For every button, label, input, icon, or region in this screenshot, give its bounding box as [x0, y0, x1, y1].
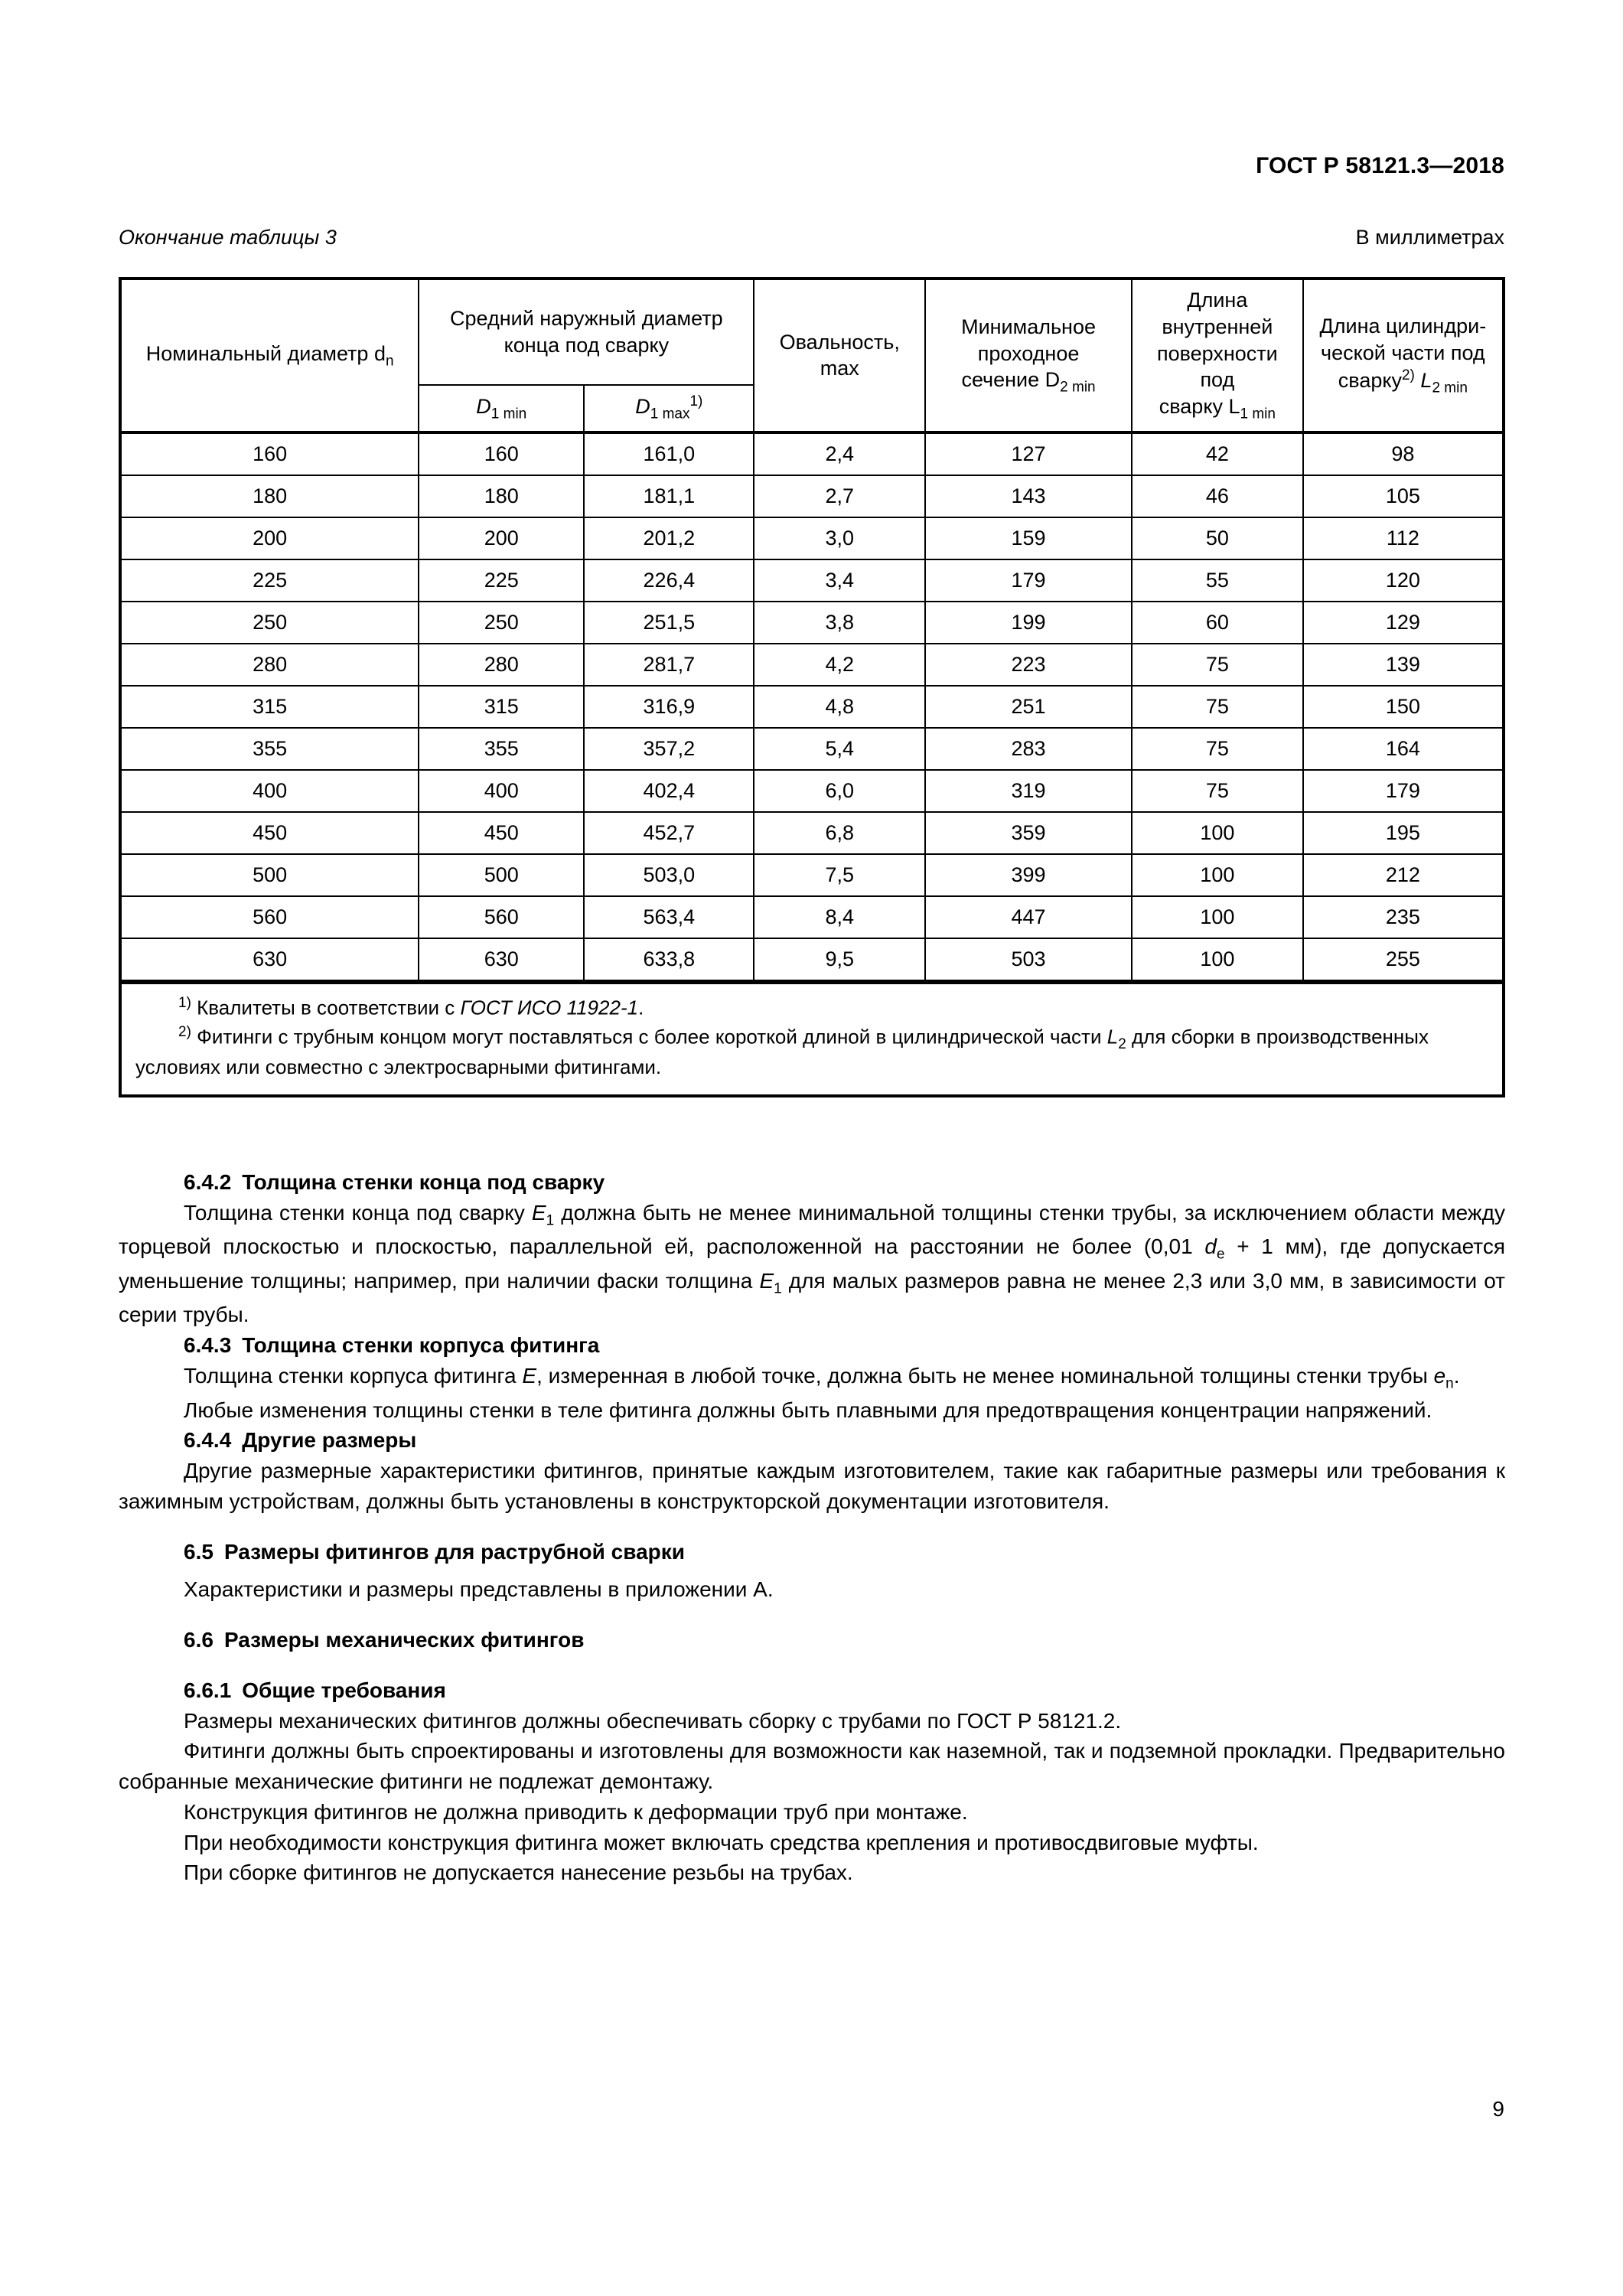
- table-cell-dn: 315: [120, 686, 419, 728]
- heading-6-6-1-number: 6.6.1: [184, 1678, 232, 1702]
- table-body: [120, 432, 1504, 981]
- paragraph-6-6-1-1: Размеры механических фитингов должны обеспечивать сборку с трубами по ГОСТ Р 58121.2.: [184, 1708, 1122, 1733]
- table-cell-dn: 280: [120, 644, 419, 686]
- table-cell-d1max: 201,2: [584, 517, 754, 559]
- table-cell-l2min: 139: [1303, 644, 1504, 686]
- spacer: [119, 1567, 1505, 1574]
- table-row: [120, 475, 1504, 517]
- table-3-wrapper: [119, 277, 1505, 1097]
- paragraph-6-4-3-2: Любые изменения толщины стенки в теле фитинга должны быть плавными для предотвращения концентрации напряжений.: [184, 1397, 1432, 1422]
- table-cell-ovality: 8,4: [754, 896, 925, 938]
- table-cell-d1min: 280: [419, 644, 584, 686]
- col-header-d1max-symbol: D: [635, 395, 650, 418]
- table-cell-l2min: 179: [1303, 770, 1504, 812]
- document-body: [119, 1167, 1505, 1888]
- paragraph-6-4-4-1: Другие размерные характеристики фитингов, принятые каждым изготовителем, такие как габаритные размеры или требования к зажимным устройствам, должны быть установлены в конструкторской документации изготовителя.: [119, 1459, 1505, 1513]
- table-cell-d1min: 250: [419, 602, 584, 644]
- paragraph-6-6-1-5: При сборке фитингов не допускается нанесение резьбы на трубах.: [184, 1861, 853, 1885]
- table-cell-d1max: 452,7: [584, 812, 754, 854]
- table-cell-l1min: 100: [1132, 896, 1303, 938]
- col-header-mean-outside-diameter-group: [419, 279, 754, 385]
- p642-symbol-E-sub: 1: [546, 1212, 555, 1229]
- table-cell-d1max: 563,4: [584, 896, 754, 938]
- col-header-cyl-len-line3: сварку: [1338, 368, 1402, 392]
- table-cell-d1min: 160: [419, 432, 584, 475]
- p643-symbol-e: e: [1433, 1363, 1446, 1388]
- heading-6-5: [119, 1537, 1505, 1567]
- col-header-min-bore: [925, 279, 1132, 432]
- table-cell-l2min: 112: [1303, 517, 1504, 559]
- table-cell-d2min: 319: [925, 770, 1132, 812]
- spacer: [119, 1605, 1505, 1625]
- col-header-d1max-sub: 1 max: [650, 406, 690, 422]
- col-header-nominal-diameter-text: Номинальный диаметр d: [145, 341, 386, 365]
- page-number: 9: [1492, 2097, 1504, 2121]
- paragraph-6-4-3-1: [119, 1361, 1505, 1395]
- table-cell-dn: 630: [120, 938, 419, 981]
- table-cell-d1min: 180: [419, 475, 584, 517]
- heading-6-4-2: [119, 1167, 1505, 1198]
- table-cell-dn: 450: [120, 812, 419, 854]
- footnote-2-symbol-sub: 2: [1118, 1036, 1126, 1053]
- table-cell-dn: 400: [120, 770, 419, 812]
- table-row: [120, 686, 1504, 728]
- table-cell-dn: 200: [120, 517, 419, 559]
- col-header-mean-outside-line1: Средний наружный диаметр: [450, 307, 723, 331]
- col-header-nominal-diameter: [120, 279, 419, 432]
- table-3: [119, 277, 1505, 983]
- p642-symbol-E2-sub: 1: [774, 1280, 782, 1297]
- table-footnote-2: [135, 1022, 1488, 1081]
- table-cell-d2min: 251: [925, 686, 1132, 728]
- table-cell-d2min: 503: [925, 938, 1132, 981]
- p642-text-d: для малых размеров равна не менее 2,3 или 3,0 мм, в зависимости от серии трубы.: [119, 1268, 1505, 1327]
- table-row: [120, 432, 1504, 475]
- table-cell-l1min: 75: [1132, 770, 1303, 812]
- col-header-d1max-footnote-marker: 1): [689, 393, 703, 409]
- table-cell-d1max: 633,8: [584, 938, 754, 981]
- table-row: [120, 770, 1504, 812]
- col-header-ovality-line1: Овальность,: [779, 330, 900, 354]
- p643-symbol-e-sub: n: [1445, 1375, 1454, 1392]
- p642-text-b: должна быть не менее минимальной толщины стенки трубы, за исключением области между торцевой плоскостью и плоскостью, параллельной ей, расположенной на расстоянии не более (0,01: [119, 1200, 1505, 1259]
- table-cell-l1min: 75: [1132, 686, 1303, 728]
- table-cell-l1min: 75: [1132, 644, 1303, 686]
- table-cell-ovality: 5,4: [754, 728, 925, 770]
- col-header-min-bore-line1: Минимальное: [961, 315, 1096, 338]
- p642-symbol-E: E: [531, 1200, 546, 1225]
- table-cell-l2min: 255: [1303, 938, 1504, 981]
- table-cell-d1max: 402,4: [584, 770, 754, 812]
- footnote-1-marker: 1): [178, 994, 191, 1011]
- table-cell-d1max: 226,4: [584, 559, 754, 602]
- table-cell-l2min: 105: [1303, 475, 1504, 517]
- col-header-cyl-len-sub: 2 min: [1432, 379, 1468, 396]
- table-row: [120, 854, 1504, 896]
- col-header-cylindrical-length: [1303, 279, 1504, 432]
- heading-6-4-2-title: Толщина стенки конца под сварку: [242, 1170, 605, 1194]
- heading-6-4-2-number: 6.4.2: [184, 1170, 232, 1194]
- p643-text-b: , измеренная в любой точке, должна быть не менее номинальной толщины стенки трубы: [536, 1363, 1434, 1388]
- running-head-standard-number: ГОСТ Р 58121.3—2018: [1256, 153, 1504, 178]
- table-row: [120, 896, 1504, 938]
- table-cell-ovality: 6,0: [754, 770, 925, 812]
- table-row: [120, 728, 1504, 770]
- table-cell-d2min: 399: [925, 854, 1132, 896]
- table-cell-ovality: 2,4: [754, 432, 925, 475]
- table-row: [120, 559, 1504, 602]
- col-header-inner-len-line3: сварку L: [1159, 394, 1240, 418]
- table-cell-ovality: 3,8: [754, 602, 925, 644]
- col-header-min-bore-line3: сечение D: [961, 368, 1061, 392]
- table-cell-d2min: 447: [925, 896, 1132, 938]
- footnote-2-text-b: для: [1126, 1025, 1166, 1049]
- table-cell-ovality: 9,5: [754, 938, 925, 981]
- table-row: [120, 644, 1504, 686]
- heading-6-5-number: 6.5: [184, 1539, 213, 1564]
- col-header-cyl-len-footnote-marker: 2): [1401, 367, 1415, 383]
- table-cell-l2min: 212: [1303, 854, 1504, 896]
- table-cell-d2min: 199: [925, 602, 1132, 644]
- heading-6-5-title: Размеры фитингов для раструбной сварки: [223, 1539, 685, 1564]
- heading-6-4-4-title: Другие размеры: [242, 1428, 417, 1453]
- table-cell-l1min: 46: [1132, 475, 1303, 517]
- table-cell-l2min: 120: [1303, 559, 1504, 602]
- col-header-cyl-len-line1: Длина цилиндри-: [1319, 315, 1487, 338]
- table-cell-d2min: 359: [925, 812, 1132, 854]
- table-caption-continuation: Окончание таблицы 3: [119, 226, 337, 249]
- heading-6-6: [119, 1625, 1505, 1655]
- footnote-2-text-line2: сборки в производственных условиях или совместно с электросварными фитингами.: [135, 1025, 1429, 1079]
- table-cell-l1min: 60: [1132, 602, 1303, 644]
- table-cell-dn: 160: [120, 432, 419, 475]
- p642-symbol-d-sub: e: [1216, 1246, 1225, 1263]
- table-units-label: В миллиметрах: [1355, 226, 1504, 249]
- paragraph-6-6-1-2: Фитинги должны быть спроектированы и изготовлены для возможности как наземной, так и подземной прокладки. Предварительно собранные механические фитинги не подлежат демонтажу.: [119, 1739, 1505, 1793]
- table-cell-ovality: 3,4: [754, 559, 925, 602]
- table-cell-d2min: 143: [925, 475, 1132, 517]
- col-header-inner-len-line1: Длина внутренней: [1162, 289, 1273, 338]
- table-row: [120, 602, 1504, 644]
- table-cell-dn: 180: [120, 475, 419, 517]
- col-header-ovality-line2: max: [820, 357, 859, 380]
- table-cell-ovality: 7,5: [754, 854, 925, 896]
- table-caption-row: [119, 226, 1504, 253]
- table-cell-ovality: 4,2: [754, 644, 925, 686]
- table-cell-d1min: 200: [419, 517, 584, 559]
- table-cell-d2min: 179: [925, 559, 1132, 602]
- spacer: [119, 1517, 1505, 1537]
- col-header-min-bore-line2: проходное: [977, 341, 1080, 365]
- heading-6-4-3-number: 6.4.3: [184, 1333, 232, 1358]
- p642-text-a: Толщина стенки конца под сварку: [184, 1200, 532, 1225]
- p643-symbol-E: E: [522, 1363, 537, 1388]
- table-row: [120, 938, 1504, 981]
- p643-text-c: .: [1453, 1363, 1460, 1388]
- table-head: [120, 279, 1504, 432]
- table-cell-dn: 500: [120, 854, 419, 896]
- table-cell-d1min: 630: [419, 938, 584, 981]
- paragraph-6-6-1-4: При необходимости конструкция фитинга может включать средства крепления и противосдвиговые муфты.: [184, 1830, 1259, 1854]
- paragraph-6-4-2-1: [119, 1198, 1505, 1330]
- p642-symbol-d: d: [1204, 1234, 1217, 1259]
- table-cell-d1min: 400: [419, 770, 584, 812]
- table-footnote-1: [135, 993, 1488, 1021]
- col-header-mean-outside-line2: конца под сварку: [504, 334, 670, 357]
- table-cell-d1min: 560: [419, 896, 584, 938]
- footnote-1-text-before: Квалитеты в соответствии с: [191, 996, 461, 1019]
- p643-text-a: Толщина стенки корпуса фитинга: [184, 1363, 523, 1388]
- table-cell-d1max: 181,1: [584, 475, 754, 517]
- footnote-2-marker: 2): [178, 1024, 191, 1041]
- table-cell-d2min: 159: [925, 517, 1132, 559]
- table-footnotes: [119, 983, 1505, 1098]
- col-header-cyl-len-line2: ческой части под: [1321, 341, 1485, 364]
- table-cell-l1min: 50: [1132, 517, 1303, 559]
- table-cell-d1max: 161,0: [584, 432, 754, 475]
- table-cell-ovality: 3,0: [754, 517, 925, 559]
- table-cell-d1min: 315: [419, 686, 584, 728]
- table-cell-l2min: 164: [1303, 728, 1504, 770]
- paragraph-6-5-1: Характеристики и размеры представлены в приложении А.: [184, 1577, 774, 1602]
- table-row: [120, 517, 1504, 559]
- table-cell-dn: 355: [120, 728, 419, 770]
- col-header-d1min: [419, 385, 584, 432]
- table-cell-d1min: 500: [419, 854, 584, 896]
- table-cell-l1min: 75: [1132, 728, 1303, 770]
- table-cell-l2min: 98: [1303, 432, 1504, 475]
- table-cell-l1min: 55: [1132, 559, 1303, 602]
- table-cell-ovality: 4,8: [754, 686, 925, 728]
- p642-symbol-E2: E: [759, 1268, 774, 1293]
- table-cell-l2min: 235: [1303, 896, 1504, 938]
- p642-text-c: + 1 мм), где допускается уменьшение толщины; например, при наличии фаски толщина: [119, 1234, 1505, 1293]
- table-cell-l1min: 100: [1132, 938, 1303, 981]
- table-cell-d1max: 281,7: [584, 644, 754, 686]
- table-row: [120, 812, 1504, 854]
- footnote-2-symbol: L: [1106, 1025, 1119, 1049]
- table-cell-l2min: 195: [1303, 812, 1504, 854]
- table-cell-d2min: 223: [925, 644, 1132, 686]
- col-header-d1min-sub: 1 min: [490, 405, 527, 422]
- table-cell-ovality: 2,7: [754, 475, 925, 517]
- table-cell-dn: 250: [120, 602, 419, 644]
- table-cell-dn: 560: [120, 896, 419, 938]
- table-cell-l1min: 100: [1132, 812, 1303, 854]
- col-header-inner-len-sub: 1 min: [1240, 405, 1276, 422]
- heading-6-4-4: [119, 1425, 1505, 1456]
- heading-6-6-1-title: Общие требования: [242, 1678, 446, 1702]
- table-cell-ovality: 6,8: [754, 812, 925, 854]
- col-header-nominal-diameter-sub: n: [385, 352, 394, 369]
- col-header-cyl-len-symbol: L: [1420, 368, 1432, 392]
- footnote-2-text-a: Фитинги с трубным концом могут поставляться с более короткой длиной в цилиндрической части: [191, 1025, 1107, 1049]
- table-cell-d1max: 251,5: [584, 602, 754, 644]
- heading-6-6-1: [119, 1675, 1505, 1706]
- table-cell-d1min: 225: [419, 559, 584, 602]
- heading-6-4-3: [119, 1330, 1505, 1361]
- heading-6-6-title: Размеры механических фитингов: [223, 1628, 585, 1652]
- paragraph-6-6-1-3: Конструкция фитингов не должна приводить к деформации труб при монтаже.: [184, 1799, 968, 1824]
- spacer: [119, 1655, 1505, 1675]
- table-cell-dn: 225: [120, 559, 419, 602]
- table-cell-d1max: 503,0: [584, 854, 754, 896]
- heading-6-6-number: 6.6: [184, 1628, 213, 1652]
- heading-6-4-3-title: Толщина стенки корпуса фитинга: [242, 1333, 600, 1358]
- table-cell-d1min: 450: [419, 812, 584, 854]
- col-header-inner-len-line2: поверхности под: [1156, 341, 1278, 392]
- table-cell-d1max: 316,9: [584, 686, 754, 728]
- table-cell-l2min: 150: [1303, 686, 1504, 728]
- footnote-1-reference: ГОСТ ИСО 11922-1: [460, 996, 639, 1019]
- table-cell-l2min: 129: [1303, 602, 1504, 644]
- table-cell-d2min: 127: [925, 432, 1132, 475]
- table-cell-d1min: 355: [419, 728, 584, 770]
- heading-6-4-4-number: 6.4.4: [184, 1428, 232, 1453]
- col-header-inner-surface-length: [1132, 279, 1303, 432]
- col-header-d1max: [584, 385, 754, 432]
- table-cell-d1max: 357,2: [584, 728, 754, 770]
- footnote-1-text-after: .: [638, 996, 644, 1019]
- table-cell-l1min: 100: [1132, 854, 1303, 896]
- col-header-d1min-symbol: D: [476, 394, 491, 418]
- col-header-min-bore-sub: 2 min: [1060, 379, 1096, 396]
- table-cell-l1min: 42: [1132, 432, 1303, 475]
- col-header-ovality: [754, 279, 925, 432]
- table-cell-d2min: 283: [925, 728, 1132, 770]
